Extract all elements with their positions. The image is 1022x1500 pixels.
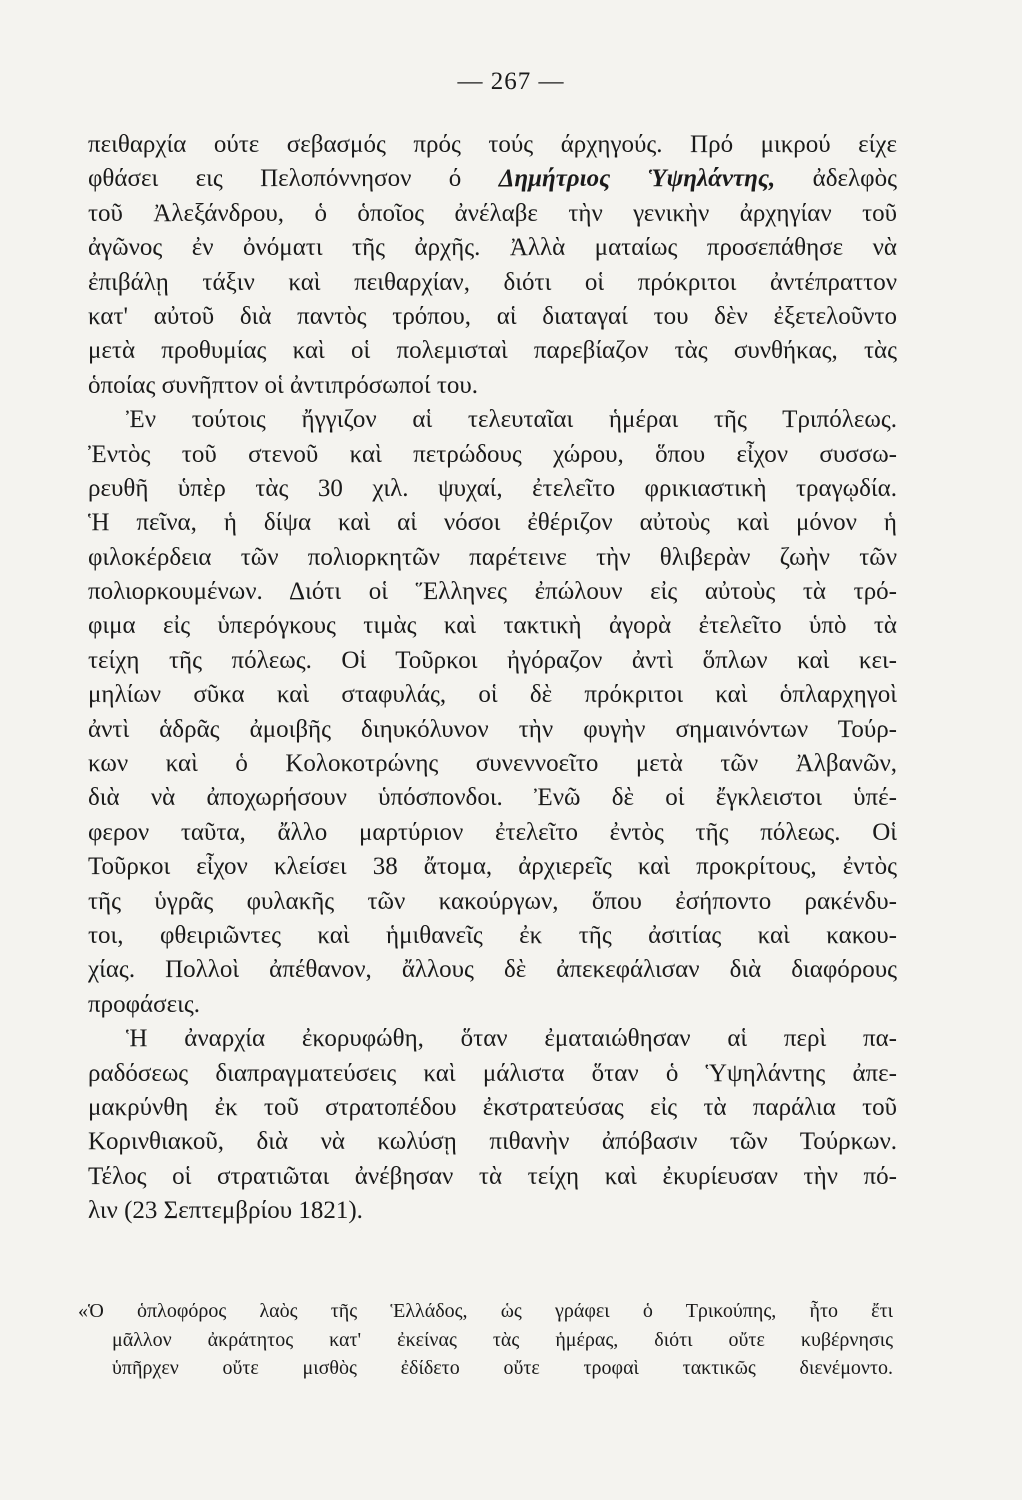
footnote-line: μᾶλλον ἀκράτητος κατ' ἐκείνας τὰς ἡμέρας, διότι οὔτε κυβέρνησις xyxy=(112,1328,893,1351)
text-line: ἐπιβάλῃ τάξιν καὶ πειθαρχίαν, διότι οἱ πρόκριτοι ἀντέπραττον xyxy=(88,268,897,296)
text-line: τείχη τῆς πόλεως. Οἱ Τοῦρκοι ἠγόραζον ἀντὶ ὅπλων καὶ κει- xyxy=(88,646,897,674)
text-line: Τέλος οἱ στρατιῶται ἀνέβησαν τὰ τείχη καὶ ἐκυρίευσαν τὴν πό- xyxy=(88,1162,897,1190)
person-name: Δημήτριος Ὑψηλάντης, xyxy=(498,165,776,193)
text-line: Ἐντὸς τοῦ στενοῦ καὶ πετρώδους χώρου, ὅπου εἶχον συσσω- xyxy=(88,440,897,468)
text-line: λιν (23 Σεπτεμβρίου 1821). xyxy=(88,1197,363,1225)
text-line: κων καὶ ὁ Κολοκοτρώνης συνεννοεῖτο μετὰ τῶν Ἀλβανῶν, xyxy=(88,750,897,778)
text-line: φερον ταῦτα, ἄλλο μαρτύριον ἐτελεῖτο ἐντὸς τῆς πόλεως. Οἱ xyxy=(88,818,897,846)
text-line: ἀγῶνος ἐν ὀνόματι τῆς ἀρχῆς. Ἀλλὰ ματαίως προσεπάθησε νὰ xyxy=(88,234,897,262)
text-line: Ἐν τούτοις ἤγγιζον αἱ τελευταῖαι ἡμέραι τῆς Τριπόλεως. xyxy=(126,406,897,434)
text-line: Κορινθιακοῦ, διὰ νὰ κωλύσῃ πιθανὴν ἀπόβασιν τῶν Τούρκων. xyxy=(88,1128,897,1156)
text-line: προφάσεις. xyxy=(88,990,200,1018)
text-line: Ἡ ἀναρχία ἐκορυφώθη, ὅταν ἐματαιώθησαν αἱ περὶ πα- xyxy=(126,1025,897,1053)
text-line: Τοῦρκοι εἶχον κλείσει 38 ἄτομα, ἀρχιερεῖς καὶ προκρίτους, ἐντὸς xyxy=(88,853,897,881)
text-line: τοῦ Ἀλεξάνδρου, ὁ ὁποῖος ἀνέλαβε τὴν γενικὴν ἀρχηγίαν τοῦ xyxy=(88,199,897,227)
text-segment: ἀδελφὸς xyxy=(775,165,897,193)
text-line: ἀντὶ ἁδρᾶς ἀμοιβῆς διηυκόλυνον τὴν φυγὴν σημαινόντων Τούρ- xyxy=(88,715,897,743)
text-line: διὰ νὰ ἀποχωρήσουν ὑπόσπονδοι. Ἐνῶ δὲ οἱ ἔγκλειστοι ὑπέ- xyxy=(88,784,897,812)
text-line: κατ' αὐτοῦ διὰ παντὸς τρόπου, αἱ διαταγαί του δὲν ἐξετελοῦντο xyxy=(88,302,897,330)
text-line: μακρύνθη ἐκ τοῦ στρατοπέδου ἐκστρατεύσας εἰς τὰ παράλια τοῦ xyxy=(88,1093,897,1121)
footnote xyxy=(78,1297,893,1383)
page-number: — 267 — xyxy=(457,68,565,95)
text-segment: φθάσει εις Πελοπόννησον ό xyxy=(88,165,499,193)
text-line: Ἡ πεῖνα, ἡ δίψα καὶ αἱ νόσοι ἐθέριζον αὐτοὺς καὶ μόνον ἡ xyxy=(88,509,897,537)
body-text xyxy=(88,128,897,1229)
text-line: τῆς ὑγρᾶς φυλακῆς τῶν κακούργων, ὅπου ἐσήποντο ρακένδυ- xyxy=(88,887,897,915)
text-line: ρευθῆ ὑπὲρ τὰς 30 χιλ. ψυχαί, ἐτελεῖτο φρικιαστικὴ τραγῳδία. xyxy=(88,474,897,502)
text-line: μετὰ προθυμίας καὶ οἱ πολεμισταὶ παρεβίαζον τὰς συνθήκας, τὰς xyxy=(88,337,897,365)
footnote-line: ὑπῆρχεν οὔτε μισθὸς ἐδίδετο οὔτε τροφαὶ τακτικῶς διενέμοντο. xyxy=(112,1357,893,1379)
text-line: φιμα εἰς ὑπερόγκους τιμὰς καὶ τακτικὴ ἀγορὰ ἐτελεῖτο ὑπὸ τὰ xyxy=(88,612,897,640)
text-line: ὁποίας συνῆπτον οἱ ἀντιπρόσωποί του. xyxy=(88,371,479,399)
text-line xyxy=(88,162,897,196)
text-line: φιλοκέρδεια τῶν πολιορκητῶν παρέτεινε τὴν θλιβερὰν ζωὴν τῶν xyxy=(88,543,897,571)
text-line: τοι, φθειριῶντες καὶ ἡμιθανεῖς ἐκ τῆς ἀσιτίας καὶ κακου- xyxy=(88,921,897,949)
text-line: ραδόσεως διαπραγματεύσεις καὶ μάλιστα ὅταν ὁ Ὑψηλάντης ἀπε- xyxy=(88,1059,897,1087)
text-line: μηλίων σῦκα καὶ σταφυλάς, οἱ δὲ πρόκριτοι καὶ ὁπλαρχηγοὶ xyxy=(88,681,897,709)
text-line: χίας. Πολλοὶ ἀπέθανον, ἄλλους δὲ ἀπεκεφάλισαν διὰ διαφόρους xyxy=(88,956,897,984)
text-line: πολιορκουμένων. Διότι οἱ Ἕλληνες ἐπώλουν εἰς αὐτοὺς τὰ τρό- xyxy=(88,578,897,606)
footnote-line: «Ὁ ὁπλοφόρος λαὸς τῆς Ἑλλάδος, ὡς γράφει ὁ Τρικούπης, ἦτο ἔτι xyxy=(78,1300,893,1322)
text-line: πειθαρχία ούτε σεβασμός πρός τούς άρχηγούς. Πρό μικρού είχε xyxy=(88,131,897,158)
